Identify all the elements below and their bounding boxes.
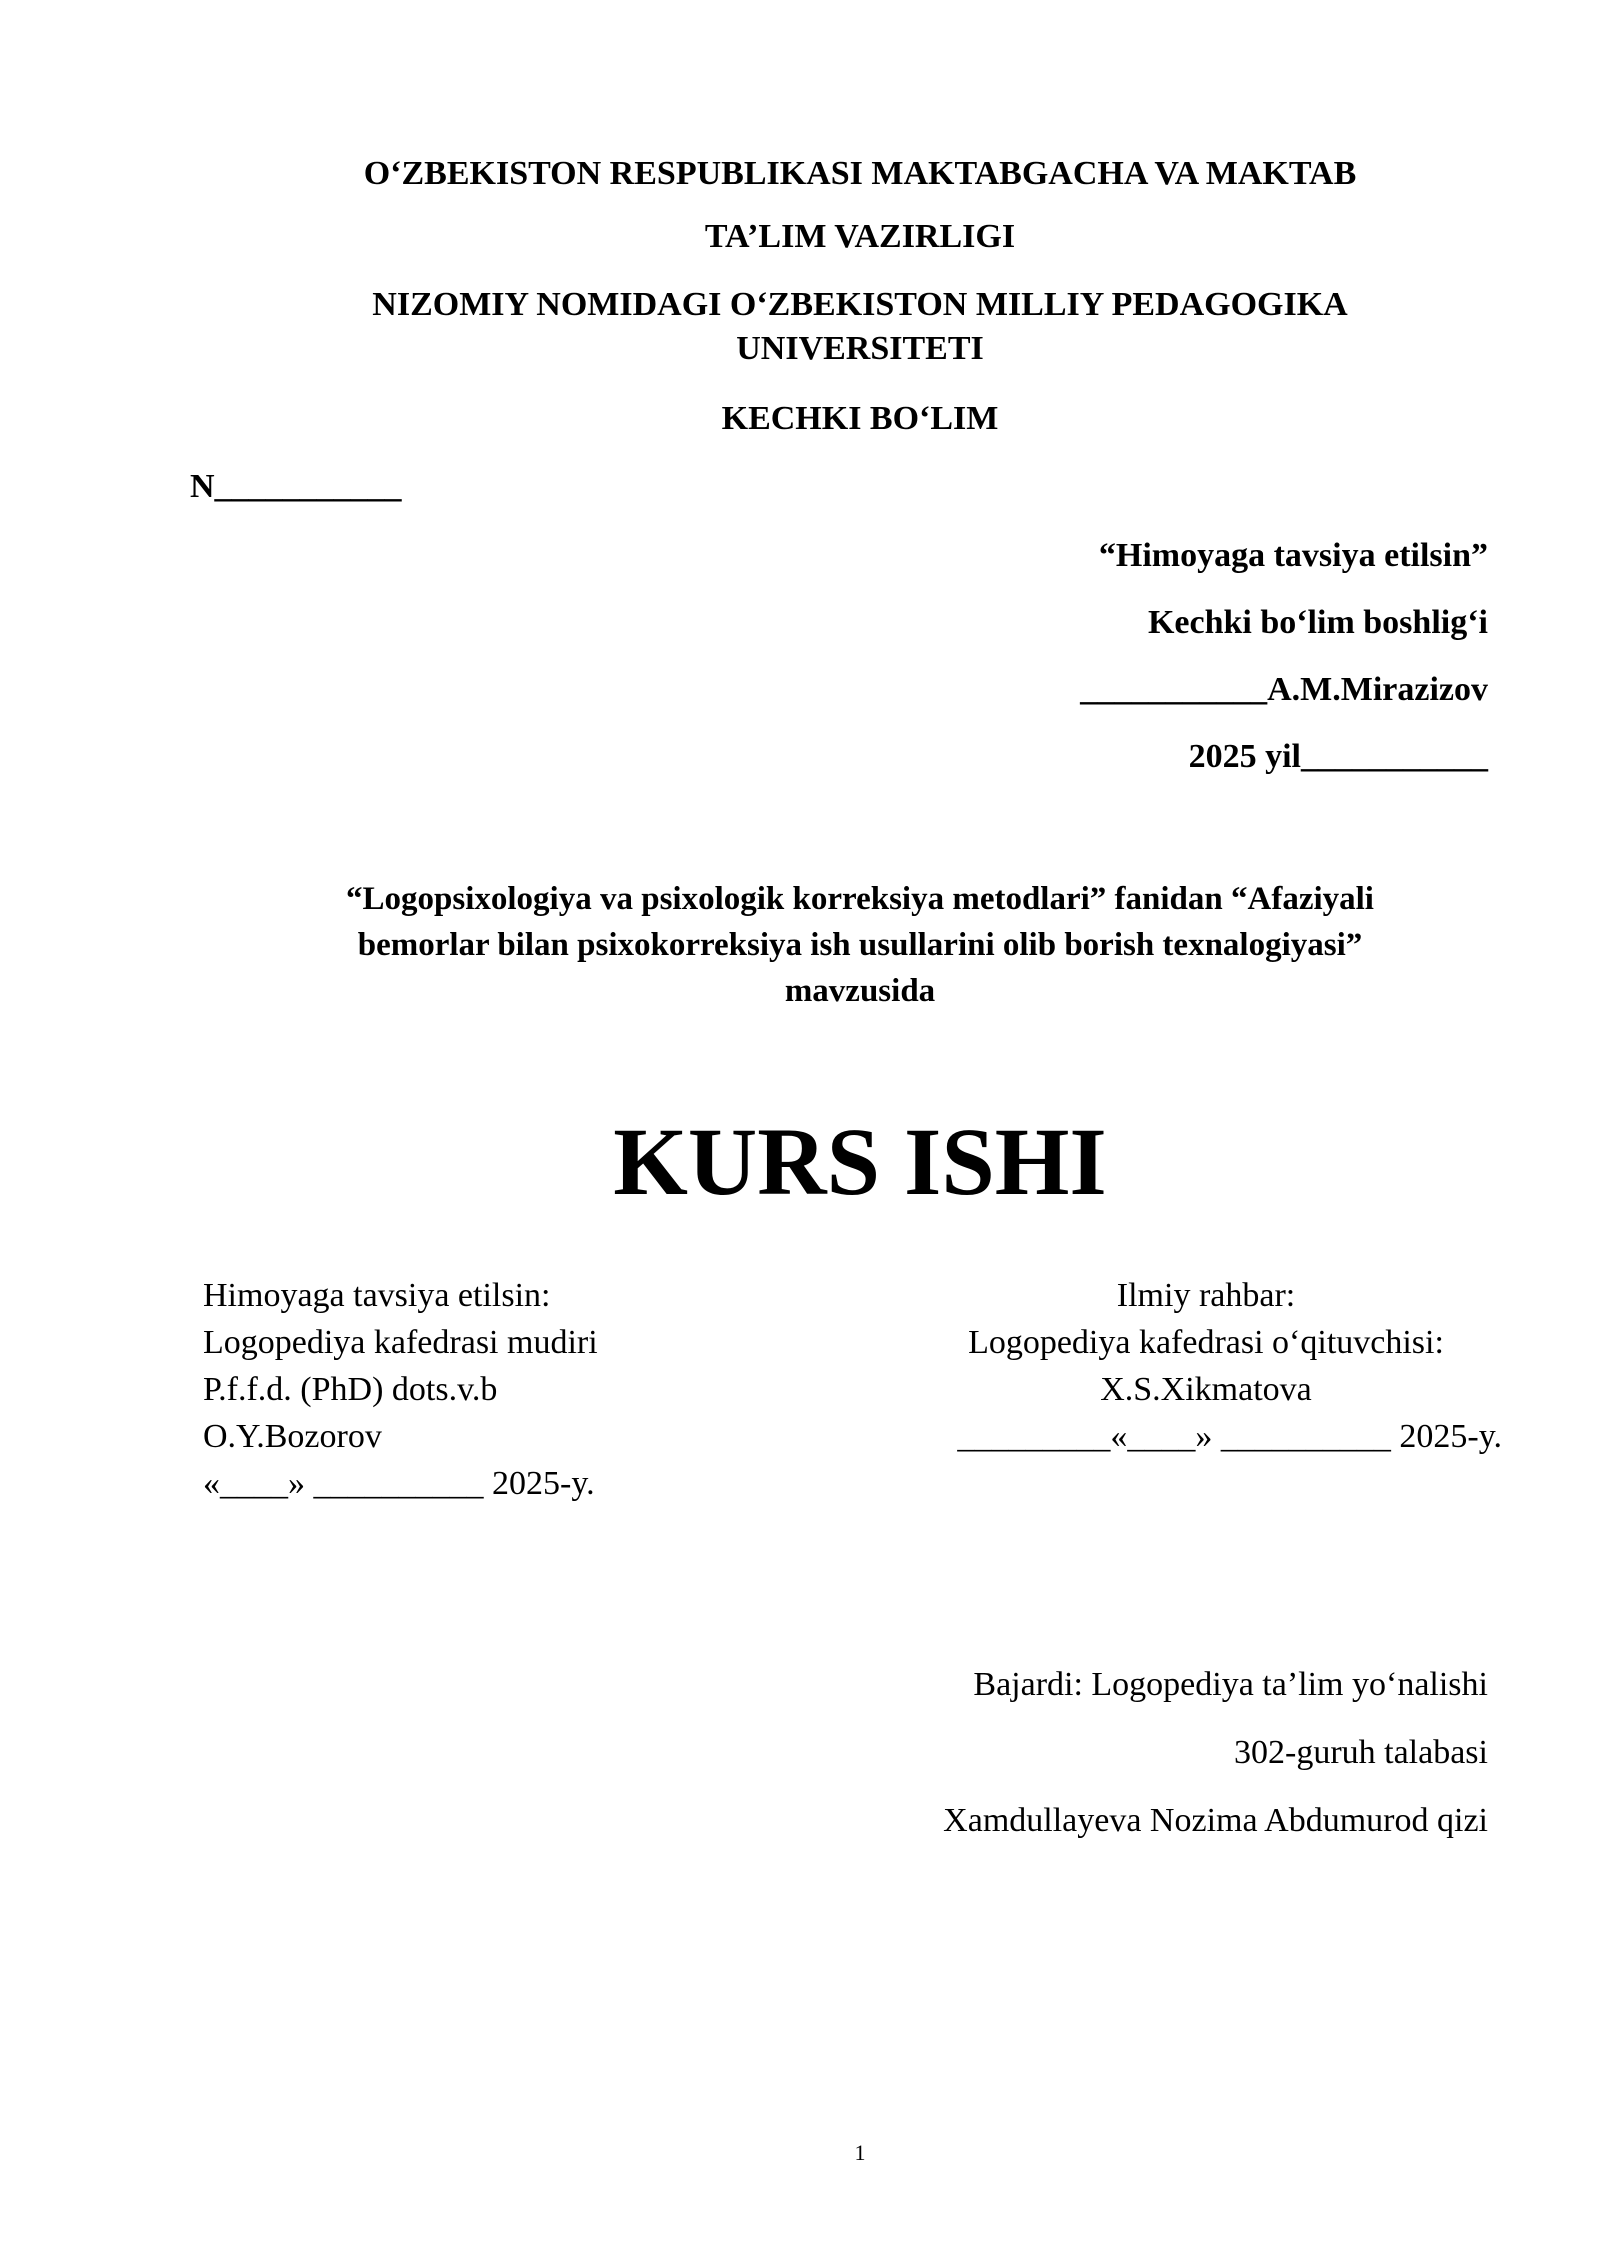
university-title-line2: UNIVERSITETI [736,330,984,367]
left-signature-line4: O.Y.Bozorov [203,1418,382,1455]
university-title-line1: NIZOMIY NOMIDAGI O‘ZBEKISTON MILLIY PEDAGOGIKA [372,286,1348,323]
topic-line2: bemorlar bilan psixokorreksiya ish usullarini olib borish texnalogiyasi” [357,927,1363,963]
right-signature-line4: _________«____» __________ 2025-y. [957,1418,1502,1455]
ministry-title-line2: TA’LIM VAZIRLIGI [704,218,1016,255]
left-signature-line2: Logopediya kafedrasi mudiri [203,1324,598,1361]
approval-line-head: Kechki bo‘lim boshlig‘i [1147,604,1488,641]
approval-line-date: 2025 yil___________ [1188,738,1488,775]
approval-line-recommend: “Himoyaga tavsiya etilsin” [1098,537,1488,574]
right-signature-block [886,1272,1526,1413]
performed-by-line2: 302-guruh talabasi [1234,1734,1488,1771]
approval-line-signature: ___________A.M.Mirazizov [1080,671,1488,708]
performed-by-line1: Bajardi: Logopediya ta’lim yo‘nalishi [973,1666,1488,1703]
document-title: KURS ISHI [613,1108,1107,1215]
left-signature-block [203,1272,598,1507]
topic-line3: mavzusida [784,973,936,1009]
page-number: 1 [854,2140,866,2165]
left-signature-line5: «____» __________ 2025-y. [203,1465,595,1502]
topic-line1: “Logopsixologiya va psixologik korreksiya metodlari” fanidan “Afaziyali [346,881,1374,917]
right-signature-line2: Logopediya kafedrasi o‘qituvchisi: [968,1324,1444,1361]
right-signature-line3: X.S.Xikmatova [1100,1371,1312,1408]
ministry-title-line1: O‘ZBEKISTON RESPUBLIKASI MAKTABGACHA VA MAKTAB [363,155,1357,192]
right-signature-line1: Ilmiy rahbar: [1116,1277,1296,1314]
left-signature-line1: Himoyaga tavsiya etilsin: [203,1277,551,1314]
department-title: KECHKI BO‘LIM [721,400,999,437]
document-number-field: N___________ [190,468,402,505]
left-signature-line3: P.f.f.d. (PhD) dots.v.b [203,1371,498,1408]
performed-by-line3: Xamdullayeva Nozima Abdumurod qizi [943,1802,1488,1839]
